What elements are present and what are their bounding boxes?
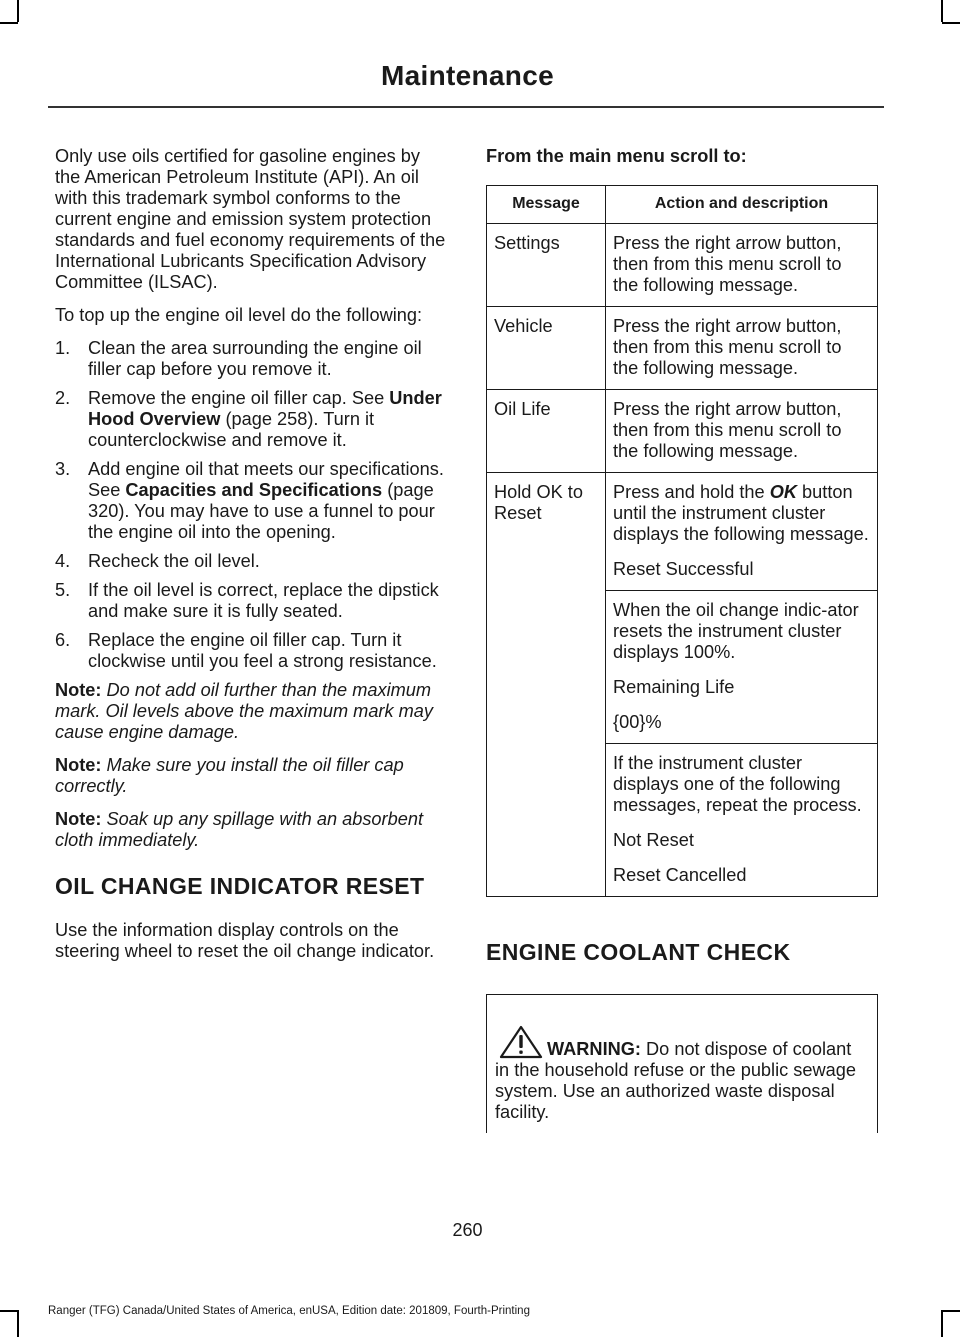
steps-list [55, 338, 450, 672]
crop-mark [17, 0, 19, 22]
crop-mark [17, 1310, 19, 1337]
page-number: 260 [452, 1220, 483, 1240]
display-message: Remaining Life [613, 677, 735, 697]
cross-reference-link[interactable]: Under Hood Overview [88, 388, 442, 429]
intro-paragraph: Only use oils certified for gasoline engines by the American Petroleum Institute (API). An oil with this trademark symbol conforms to the current engine and emission system protection standards and fuel economy requirements of the International Lubricants Specification Advisory Committee (ILSAC). [55, 146, 446, 292]
note: Note: Do not add oil further than the maximum mark. Oil levels above the maximum mark may cause engine damage. [55, 680, 433, 742]
action-cell: If the instrument cluster displays one of the following messages, repeat the process. Not Reset Reset Cancelled [606, 744, 878, 897]
list-item: 1. Clean the area surrounding the engine oil filler cap before you remove it. [55, 338, 422, 379]
table-row [487, 224, 878, 307]
list-item: 3. Add engine oil that meets our specifications. See Capacities and Specifications (page 320). You may have to use a funnel to pour the engine oil into the opening. [55, 459, 444, 542]
section-heading: OIL CHANGE INDICATOR RESET [55, 873, 425, 899]
list-item: 6. Replace the engine oil filler cap. Turn it clockwise until you feel a strong resistance. [55, 630, 437, 671]
crop-mark [942, 1310, 960, 1312]
crop-mark [941, 0, 943, 22]
display-message: {00}% [613, 712, 662, 732]
section-heading: ENGINE COOLANT CHECK [486, 939, 791, 965]
action-cell: Press and hold the OK button until the instrument cluster displays the following message. Reset Successful [606, 473, 878, 591]
crop-mark [0, 22, 18, 24]
page-title: Maintenance [381, 60, 554, 91]
message-cell: Oil Life [487, 390, 606, 473]
crop-mark [941, 1310, 943, 1337]
table-row [487, 390, 878, 473]
table-row [487, 473, 878, 591]
message-cell: Hold OK to Reset [487, 473, 606, 897]
column-header: Action and description [606, 186, 878, 224]
footer-edition-info: Ranger (TFG) Canada/United States of America, enUSA, Edition date: 201809, Fourth-Printing [48, 1305, 530, 1317]
crop-mark [942, 22, 960, 24]
action-cell: Press the right arrow button, then from this menu scroll to the following message. [606, 224, 878, 307]
menu-heading: From the main menu scroll to: [486, 146, 747, 166]
left-column [55, 146, 450, 974]
warning-triangle-icon [499, 1025, 543, 1059]
section-paragraph: Use the information display controls on the steering wheel to reset the oil change indicator. [55, 920, 435, 961]
note: Note: Soak up any spillage with an absorbent cloth immediately. [55, 809, 424, 850]
list-item: 5. If the oil level is correct, replace the dipstick and make sure it is fully seated. [55, 580, 439, 621]
warning-box [486, 994, 878, 1133]
list-item: 2. Remove the engine oil filler cap. See Under Hood Overview (page 258). Turn it counterclockwise and remove it. [55, 388, 442, 450]
action-cell: Press the right arrow button, then from this menu scroll to the following message. [606, 307, 878, 390]
crop-mark [0, 1310, 18, 1312]
warning-label: WARNING: [547, 1039, 641, 1059]
note: Note: Make sure you install the oil filler cap correctly. [55, 755, 404, 796]
table-row [487, 307, 878, 390]
list-item: 4. Recheck the oil level. [55, 551, 260, 571]
warning-text: Do not dispose of coolant in the household refuse or the public sewage system. Use an authorized waste disposal facility. [495, 1039, 856, 1122]
cross-reference-link[interactable]: Capacities and Specifications [125, 480, 383, 500]
topup-paragraph: To top up the engine oil level do the following: [55, 305, 423, 325]
header-divider [48, 106, 884, 108]
message-cell: Settings [487, 224, 606, 307]
display-message: Reset Successful [613, 559, 754, 579]
right-column [486, 146, 878, 1133]
message-cell: Vehicle [487, 307, 606, 390]
display-message: Reset Cancelled [613, 865, 747, 885]
display-message: Not Reset [613, 830, 694, 850]
table-header-row [487, 186, 878, 224]
message-table [486, 185, 878, 897]
action-cell: Press the right arrow button, then from this menu scroll to the following message. [606, 390, 878, 473]
column-header: Message [487, 186, 606, 224]
action-cell: When the oil change indic-ator resets the instrument cluster displays 100%. Remaining Life {00}% [606, 591, 878, 744]
